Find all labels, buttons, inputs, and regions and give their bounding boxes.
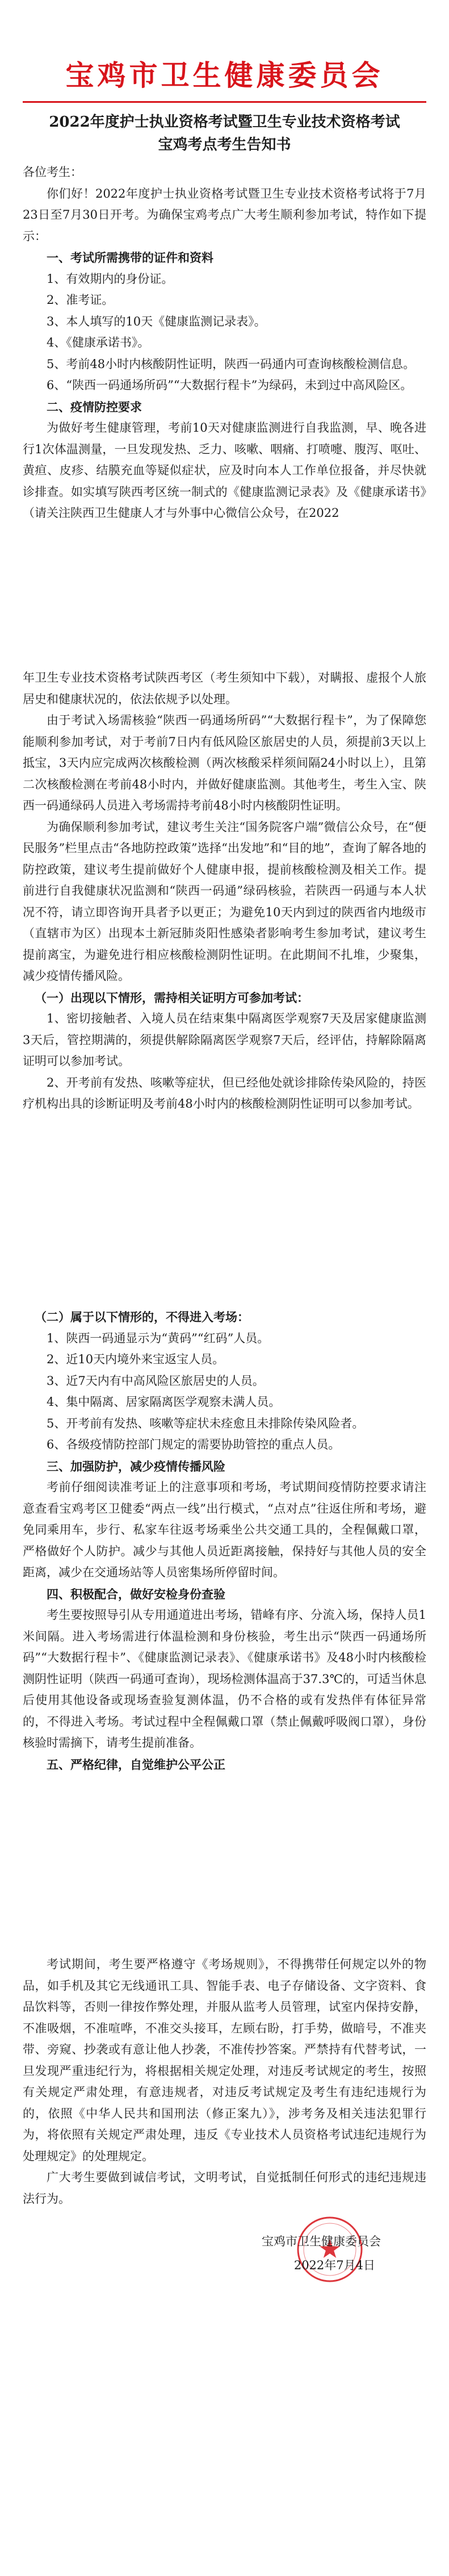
list-item: 4、《健康承诺书》。: [47, 336, 150, 349]
red-header-rule: [23, 101, 426, 103]
page4-paragraph-1: 考试期间，考生要严格遵守《考场规则》，不得携带任何规定以外的物品，如手机及其它无线通讯工具、智能手表、电子存储设备、文字资料、食品饮料等，否则一律按作弊处理，并服从监考人员管理，试室内保持安静，不准吸烟，不准喧哗，不准交头接耳，左顾右盼，打手势，做暗号，不准夹带、旁窥、抄袭或有意让他人抄袭，不准传抄答案。严禁持有代替考试，一旦发现严重违纪行为，将根据相关规定处理，对违反考试规定的考生，按照有关规定严肃处理，有意违规者，对违反考试规定及考生有违纪违规行为的，依照《中华人民共和国刑法（修正案九）》，涉考务及相关违法犯罪行为，将依照有关规定严肃处理，违反《专业技术人员资格考试违纪违规行为处理规定》的处理规定。: [23, 1957, 426, 2163]
page2-paragraph-2: 由于考试入场需核验“陕西一码通场所码”“大数据行程卡”，为了保障您能顺利参加考试，对于考前7日内有低风险区旅居史的人员，须提前3天以上抵宝，3天内应完成两次核酸检测（两次核酸采样须间隔24小时以上），且第二次核酸检测在考前48小时内，并做好健康监测。其他考生，考生入宝、陕西一码通绿码人员进入考场需持考前48小时内核酸阴性证明。: [23, 713, 426, 812]
list-item: 6、各级疫情防控部门规定的需要协助管控的重点人员。: [47, 1438, 341, 1451]
section-5-title: 五、严格纪律，自觉维护公平公正: [47, 1757, 225, 1772]
list-item: 2、近10天内境外来宝返宝人员。: [47, 1352, 225, 1366]
list-item: 6、“陕西一码通场所码”“大数据行程卡”为绿码，未到过中高风险区。: [47, 378, 413, 392]
section-2-body: 为做好考生健康管理，考前10天对健康监测进行自我监测，早、晚各进行1次体温测量，一旦发现发热、乏力、咳嗽、咽痛、打喷嚏、腹泻、呕吐、黄疸、皮疹、结膜充血等疑似症状，应及时向本人工作单位报备，并尽快就诊排查。如实填写陕西考区统一制式的《健康监测记录表》及《健康承诺书》（请关注陕西卫生健康人才与外事中心微信公众号，在2022: [23, 421, 426, 520]
page-4: [0, 1954, 449, 2306]
section-3-body: 考前仔细阅读准考证上的注意事项和考场，考试期间疫情防控要求请注意查看宝鸡考区卫健委“两点一线”出行模式，“点对点”往返住所和考场，避免同乘用车，步行、私家车往返考场乘坐公共交通工具的，全程佩戴口罩，严格做好个人防护。减少与其他人员近距离接触，保持好与其他人员的安全距离，减少在交通场站等人员密集场所停留时间。: [23, 1480, 426, 1579]
page-3: [0, 1306, 449, 1775]
notice-title-line1: 2022年度护士执业资格考试暨卫生专业技术资格考试: [49, 114, 400, 131]
page-1: [0, 0, 449, 524]
list-item: 2、开考前有发热、咳嗽等症状，但已经他处就诊排除传染风险的，持医疗机构出具的诊断证明及考前48小时内的核酸检测阴性证明可以参加考试。: [23, 1075, 426, 1110]
list-item: 1、陕西一码通显示为“黄码”“红码”人员。: [47, 1331, 270, 1345]
section-4-title: 四、积极配合，做好安检身份查验: [47, 1586, 225, 1601]
page-2: [0, 667, 449, 1115]
subsection-1-title: （一）出现以下情形，需持相关证明方可参加考试：: [35, 990, 309, 1005]
signature-org: 宝鸡市卫生健康委员会: [262, 2235, 381, 2248]
section-3-title: 三、加强防护，减少疫情传播风险: [47, 1459, 225, 1473]
list-item: 1、有效期内的身份证。: [47, 272, 174, 286]
list-item: 2、准考证。: [47, 293, 114, 307]
notice-title: [23, 111, 426, 156]
list-item: 3、本人填写的10天《健康监测记录表》。: [47, 314, 266, 328]
signature-block: [23, 2215, 426, 2306]
section-4-body: 考生要按照导引从专用通道进出考场，错峰有序、分流入场，保持人员1米间隔。进入考场需进行体温检测和身份核验，考生出示“陕西一码通场所码”“大数据行程卡”、《健康监测记录表》、《健康承诺书》及48小时内核酸检测阴性证明（陕西一码通可查询），现场检测体温高于37.3℃的，可适当休息后使用其他设备或现场查验复测体温，仍不合格的或有发热伴有体征异常的，不得进入考场。考试过程中全程佩戴口罩（禁止佩戴呼吸阀口罩），身份核验时需摘下，请考生提前准备。: [23, 1608, 426, 1750]
list-item: 3、近7天内有中高风险区旅居史的人员。: [47, 1373, 265, 1388]
list-item: 1、密切接触者、入境人员在结束集中隔离医学观察7天及居家健康监测3天后，管控期满的，须提供解除隔离医学观察7天后，经评估，持解除隔离证明可以参加考试。: [23, 1012, 426, 1068]
org-header-title: 宝鸡市卫生健康委员会: [65, 59, 384, 92]
list-item: 5、考前48小时内核酸阴性证明，陕西一码通内可查询核酸检测信息。: [47, 357, 416, 371]
section-2-title: 二、疫情防控要求: [47, 399, 142, 414]
intro-paragraph: 你们好！2022年度护士执业资格考试暨卫生专业技术资格考试将于7月23日至7月30日开考。为确保宝鸡考点广大考生顺利参加考试，特作如下提示：: [23, 186, 426, 243]
section-1-title: 一、考试所需携带的证件和资料: [47, 250, 213, 265]
page4-paragraph-2: 广大考生要做到诚信考试，文明考试，自觉抵制任何形式的违纪违规违法行为。: [23, 2170, 426, 2206]
notice-title-line2: 宝鸡考点考生告知书: [158, 136, 291, 153]
salutation: 各位考生：: [23, 165, 82, 179]
signature-date: 2022年7月4日: [293, 2258, 375, 2272]
continued-paragraph: 年卫生专业技术资格考试陕西考区（考生须知中下载），对瞒报、虚报个人旅居史和健康状况的，依法依规予以处理。: [23, 671, 426, 706]
page2-paragraph-3: 为确保顺利参加考试，建议考生关注“国务院客户端”微信公众号，在“便民服务”栏里点击“各地防控政策”选择“出发地”和“目的地”，查询了解各地的防控政策，建议考生提前做好个人健康申报，提前核酸检测及相关工作。提前进行自我健康状况监测和“陕西一码通”绿码核验，若陕西一码通与本人状况不符，请立即咨询开具者予以更正；为避免10天内到过的陕西省内地级市（直辖市为区）出现本土新冠肺炎阳性感染者影响考生参加考试，建议考生提前离宝，为避免进行相应核酸检测阴性证明。在此期间不扎堆，少聚集，减少疫情传播风险。: [23, 820, 426, 983]
subsection-2-title: （二）属于以下情形的，不得进入考场：: [35, 1310, 249, 1324]
list-item: 5、开考前有发热、咳嗽等症状未痊愈且未排除传染风险者。: [47, 1416, 364, 1430]
list-item: 4、集中隔离、居家隔离医学观察未满人员。: [47, 1395, 281, 1409]
